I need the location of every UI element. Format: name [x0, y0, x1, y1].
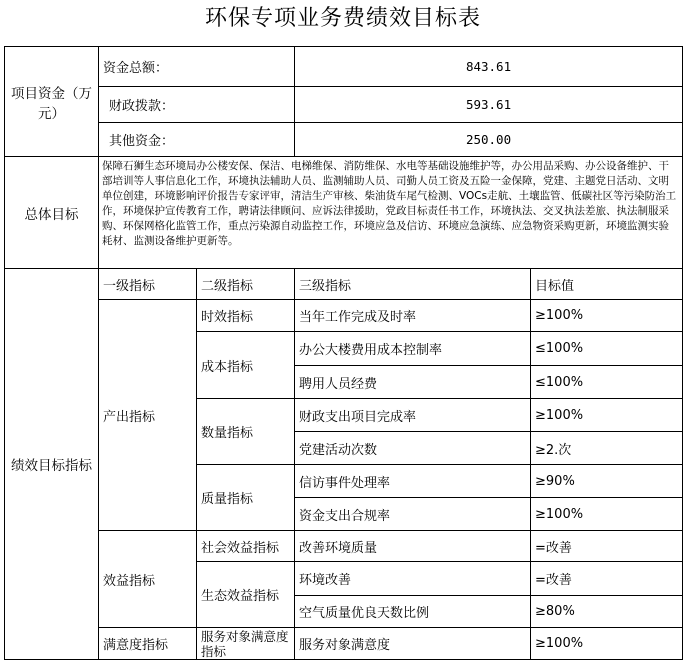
social-benefit-indicator-label: 社会效益指标 — [197, 531, 295, 562]
indicator-target: ≥90% — [531, 465, 683, 498]
service-satisfaction-indicator-label: 服务对象满意度指标 — [197, 628, 295, 660]
timeliness-indicator-label: 时效指标 — [197, 300, 295, 332]
cost-indicator-label: 成本指标 — [197, 332, 295, 399]
indicator-target: =改善 — [531, 531, 683, 562]
indicator-name: 改善环境质量 — [295, 531, 531, 562]
funds-row-fiscal — [5, 87, 683, 123]
performance-table — [4, 46, 683, 660]
indicator-target: ≥2.次 — [531, 432, 683, 465]
funds-fiscal-label: 财政拨款： — [99, 87, 295, 123]
indicator-name: 服务对象满意度 — [295, 628, 531, 660]
overall-goal-row — [5, 157, 683, 269]
indicator-target: =改善 — [531, 562, 683, 596]
benefit-indicator-label: 效益指标 — [99, 531, 197, 628]
table-row — [5, 628, 683, 660]
table-row — [5, 531, 683, 562]
funds-total-value: 843.61 — [295, 47, 683, 87]
funds-fiscal-value: 593.61 — [295, 87, 683, 123]
indicator-header-row — [5, 269, 683, 300]
header-level1: 一级指标 — [99, 269, 197, 300]
indicator-target: ≤100% — [531, 332, 683, 366]
quantity-indicator-label: 数量指标 — [197, 399, 295, 465]
header-level2: 二级指标 — [197, 269, 295, 300]
indicator-name: 财政支出项目完成率 — [295, 399, 531, 432]
header-level3: 三级指标 — [295, 269, 531, 300]
overall-goal-label: 总体目标 — [5, 157, 99, 269]
perf-label: 绩效目标指标 — [5, 269, 99, 660]
eco-benefit-indicator-label: 生态效益指标 — [197, 562, 295, 628]
funds-row-other — [5, 123, 683, 157]
indicator-target: ≥100% — [531, 300, 683, 332]
satisfaction-indicator-label: 满意度指标 — [99, 628, 197, 660]
indicator-target: ≥80% — [531, 596, 683, 628]
table-row — [5, 300, 683, 332]
indicator-name: 资金支出合规率 — [295, 498, 531, 531]
quality-indicator-label: 质量指标 — [197, 465, 295, 531]
indicator-name: 办公大楼费用成本控制率 — [295, 332, 531, 366]
funds-other-label: 其他资金： — [99, 123, 295, 157]
indicator-target: ≥100% — [531, 628, 683, 660]
page-title: 环保专项业务费绩效目标表 — [204, 6, 481, 31]
funds-total-label: 资金总额： — [99, 47, 295, 87]
indicator-name: 聘用人员经费 — [295, 366, 531, 399]
indicator-name: 信访事件处理率 — [295, 465, 531, 498]
indicator-name: 空气质量优良天数比例 — [295, 596, 531, 628]
header-target: 目标值 — [531, 269, 683, 300]
funds-other-value: 250.00 — [295, 123, 683, 157]
indicator-target: ≤100% — [531, 366, 683, 399]
output-indicator-label: 产出指标 — [99, 300, 197, 531]
funds-label: 项目资金（万元） — [5, 47, 99, 157]
funds-row-total — [5, 47, 683, 87]
indicator-name: 党建活动次数 — [295, 432, 531, 465]
overall-goal-text: 保障石狮生态环境局办公楼安保、保洁、电梯维保、消防维保、水电等基础设施维护等，办公用品采购、办公设备维护、干部培训等人事信息化工作，环境执法辅助人员、监测辅助人员、司勤人员工资及五险一金保障，党建、主题党日活动、文明单位创建，环境影响评价报告专家评审，清洁生产审核、柴油货车尾气检测、VOCs走航、土壤监管、低碳社区等污染防治工作，环境保护宣传教育工作，聘请法律顾问、应诉法律援助，党政目标责任书工作，环境执法、交叉执法差旅、执法制服采购、环保网格化监管工作，重点污染源自动监控工作，环境应急及信访、环境应急演练、应急物资采购更新，环境监测实验耗材、监测设备维护更新等。 — [99, 157, 683, 269]
indicator-name: 环境改善 — [295, 562, 531, 596]
indicator-target: ≥100% — [531, 498, 683, 531]
indicator-target: ≥100% — [531, 399, 683, 432]
indicator-name: 当年工作完成及时率 — [295, 300, 531, 332]
